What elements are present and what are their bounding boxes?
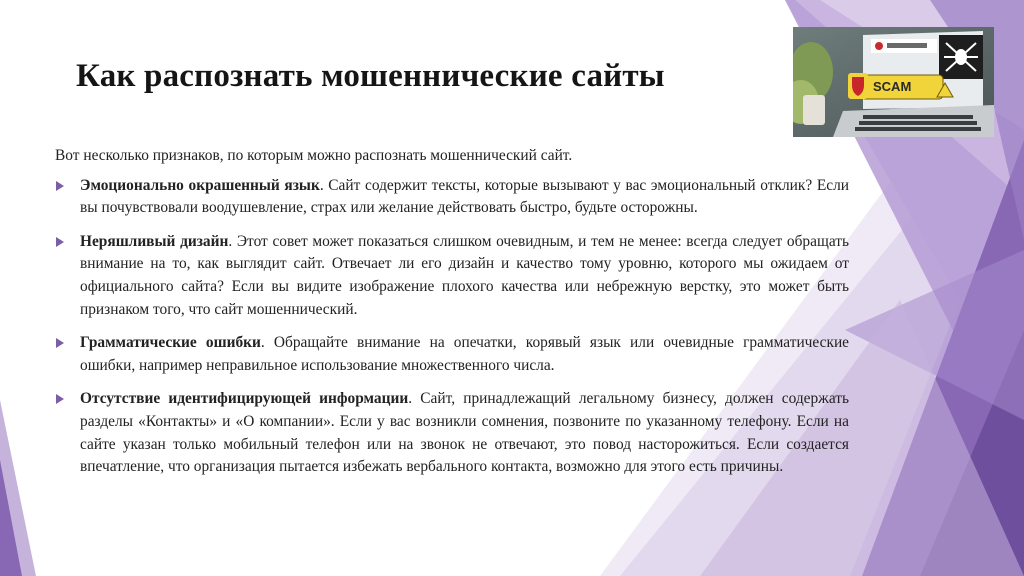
bullet-text: . Сайт содержит тексты, которые вызывают у вас эмоциональный отклик? Если вы почувствовали воодушевление, страх или желание действовать быстро, будьте осторожны. xyxy=(80,176,850,217)
list-item xyxy=(55,332,849,377)
triangle-bullet-icon xyxy=(56,181,64,191)
bullet-term: Неряшливый дизайн xyxy=(80,232,229,250)
list-item xyxy=(55,388,849,478)
triangle-bullet-icon xyxy=(56,237,64,247)
list-item xyxy=(55,231,849,321)
bullet-term: Отсутствие идентифицирующей информации xyxy=(80,390,409,408)
bullet-text: . Сайт, принадлежащий легальному бизнесу, должен содержать разделы «Контакты» и «О компании». Если у вас возникли сомнения, позвоните по указанному телефону. Если на сайте указан только мобильный телефон или на звонок не отвечают, это повод насторожиться. Если создается впечатление, что организация пытается избежать вербального контакта, возможно для этого есть причины. xyxy=(80,390,849,476)
scam-badge-label: SCAM xyxy=(873,79,912,94)
slide-content xyxy=(55,145,849,490)
bullet-list xyxy=(55,175,849,479)
list-item xyxy=(55,175,849,220)
bullet-term: Грамматические ошибки xyxy=(80,334,261,352)
bullet-text: . Обращайте внимание на опечатки, корявый язык или очевидные грамматические ошибки, например неправильное использование множественного числа. xyxy=(80,334,850,374)
bullet-term: Эмоционально окрашенный язык xyxy=(80,176,320,194)
triangle-bullet-icon xyxy=(56,394,64,404)
page-title: Как распознать мошеннические сайты xyxy=(76,58,665,94)
triangle-bullet-icon xyxy=(56,338,64,348)
scam-illustration xyxy=(793,27,994,137)
intro-text: Вот несколько признаков, по которым можно распознать мошеннический сайт. xyxy=(55,147,573,164)
bullet-text: . Этот совет может показаться слишком очевидным, и тем не менее: всегда следует обращать внимание на то, как выглядит сайт. Отвечает ли его дизайн и качество тому уровню, которого мы ожидаем от официального сайта? Если вы видите изображение плохого качества или небрежную верстку, это может быть признаком того, что сайт мошеннический. xyxy=(80,232,849,318)
